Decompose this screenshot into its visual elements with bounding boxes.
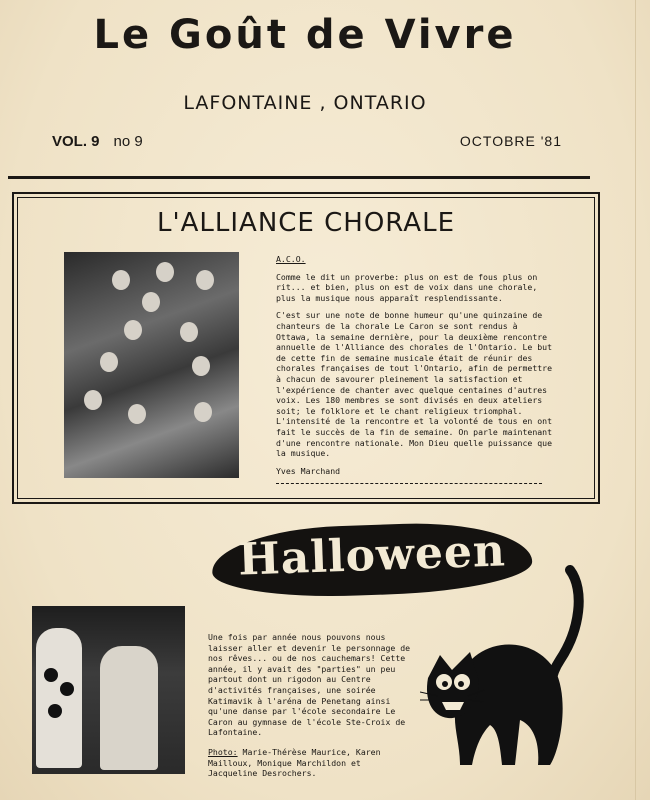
- chorale-headline: L'ALLIANCE CHORALE: [156, 208, 456, 238]
- choir-photo: [64, 252, 239, 478]
- costume-figure: [100, 646, 158, 770]
- article-author: Yves Marchand: [276, 465, 341, 476]
- article-label: A.C.O.: [276, 254, 306, 264]
- photo-caption-credit: Marie-Thérèse Maurice, Karen Mailloux, Monique Marchildon et Jacqueline Desrochers.: [208, 746, 381, 779]
- photo-face: [142, 292, 160, 312]
- halloween-article-text: [208, 632, 413, 788]
- costume-figure: [36, 628, 82, 768]
- photo-face: [84, 390, 102, 410]
- number-label: no 9: [113, 133, 143, 150]
- volume-label: VOL. 9: [52, 133, 100, 150]
- photo-face: [100, 352, 118, 372]
- photo-face: [180, 322, 198, 342]
- masthead-rule: [8, 176, 590, 179]
- halloween-body: Une fois par année nous pouvons nous laisser aller et devenir le personnage de nos rêves... ou de nos cauchemars! Cette année, il y avait des "parties" un peu partout dont un rigodon au Centre d'activités françaises, une soirée Katimavik à l'aréna de Penetang ainsi qu'une danse par l'école secondaire Le Caron au gymnase de l'école Ste-Croix de Lafontaine.: [208, 632, 411, 738]
- issue-date: OCTOBRE '81: [459, 133, 562, 149]
- masthead-place: LAFONTAINE , ONTARIO: [183, 92, 427, 114]
- black-cat-illustration: [420, 560, 600, 780]
- photo-face: [128, 404, 146, 424]
- photo-face: [156, 262, 174, 282]
- costume-dot: [44, 668, 58, 682]
- photo-face: [192, 356, 210, 376]
- halloween-headline: Halloween: [237, 525, 507, 586]
- costume-dot: [60, 682, 74, 696]
- photo-face: [194, 402, 212, 422]
- chorale-article-box: [12, 192, 600, 504]
- photo-caption: [208, 747, 413, 779]
- photo-caption-label: Photo:: [208, 746, 238, 757]
- dashed-rule: [276, 483, 542, 484]
- photo-face: [196, 270, 214, 290]
- article-paragraph: Comme le dit un proverbe: plus on est de fous plus on rit... et bien, plus on est de voix dans une chorale, plus la musique nous apparaît resplendissante.: [276, 271, 538, 303]
- photo-face: [124, 320, 142, 340]
- issue-volume: [52, 133, 143, 150]
- masthead-title: Le Goût de Vivre: [93, 12, 517, 58]
- photo-face: [112, 270, 130, 290]
- costume-dot: [48, 704, 62, 718]
- article-paragraph: C'est sur une note de bonne humeur qu'une quinzaine de chanteurs de la chorale Le Caron se sont rendus à Ottawa, la semaine dernière, pour la deuxième rencontre annuelle de l'Alliance des chorales de l'Ontario. Le but de cette fin de semaine musicale était de réunir des chorales françaises de tout l'Ontario, afin de permettre à chacun de savourer pleinement la satisfaction et l'expérience de chanter avec quelque centaines d'autres voix. Les 180 membres se sont divisés en deux ateliers soit; le folklore et le chant religieux triomphal. L'intensité de la rencontre et la volonté de tous en ont fait le succès de la fin de semaine. On parle maintenant d'une rencontre nationale. Mon Dieu quelle puissance que la musique.: [276, 310, 553, 459]
- chorale-article-text: [276, 254, 556, 484]
- costume-photo: [32, 606, 185, 774]
- page-fold: [635, 0, 636, 800]
